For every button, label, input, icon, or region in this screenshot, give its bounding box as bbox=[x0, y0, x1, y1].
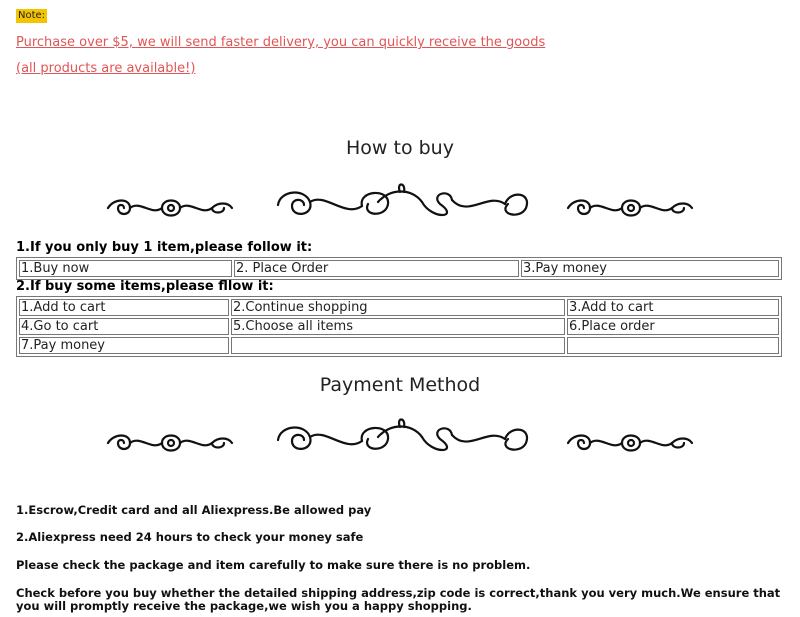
payment-line-check-package: Please check the package and item carefully to make sure there is no problem. bbox=[16, 558, 531, 572]
payment-line-verification: 2.Aliexpress need 24 hours to check your money safe bbox=[16, 530, 364, 544]
table-cell bbox=[231, 337, 565, 354]
how-to-buy-title: How to buy bbox=[346, 137, 454, 159]
flourish-ornament-icon bbox=[100, 415, 700, 465]
table-cell: 3.Add to cart bbox=[567, 299, 779, 316]
table-cell bbox=[567, 337, 779, 354]
flourish-ornament-icon bbox=[100, 180, 700, 230]
table-cell: 7.Pay money bbox=[19, 337, 229, 354]
single-item-steps-table bbox=[16, 257, 782, 280]
promo-line-2[interactable]: (all products are available!) bbox=[16, 61, 196, 76]
table-row bbox=[19, 260, 779, 277]
table-row bbox=[19, 318, 779, 335]
table-cell: 1.Buy now bbox=[19, 260, 232, 277]
table-cell: 6.Place order bbox=[567, 318, 779, 335]
table-row bbox=[19, 337, 779, 354]
table-cell: 1.Add to cart bbox=[19, 299, 229, 316]
multiple-items-steps-table bbox=[16, 296, 782, 357]
multiple-items-title: 2.If buy some items,please fllow it: bbox=[16, 279, 274, 294]
table-cell: 5.Choose all items bbox=[231, 318, 565, 335]
promo-line-1[interactable]: Purchase over $5, we will send faster delivery, you can quickly receive the goods bbox=[16, 35, 546, 50]
table-cell: 3.Pay money bbox=[521, 260, 779, 277]
payment-method-title: Payment Method bbox=[319, 374, 481, 396]
note-label: Note: bbox=[18, 10, 46, 21]
table-cell: 2.Continue shopping bbox=[231, 299, 565, 316]
payment-line-escrow: 1.Escrow,Credit card and all Aliexpress.Be allowed pay bbox=[16, 503, 372, 517]
single-item-title: 1.If you only buy 1 item,please follow it: bbox=[16, 240, 313, 255]
table-cell: 2. Place Order bbox=[234, 260, 519, 277]
table-cell: 4.Go to cart bbox=[19, 318, 229, 335]
payment-line-check-address: Check before you buy whether the detailed shipping address,zip code is correct,thank you very much.We ensure that you will promptly receive the package,we wish you a happy shopping. bbox=[16, 586, 781, 613]
table-row bbox=[19, 299, 779, 316]
